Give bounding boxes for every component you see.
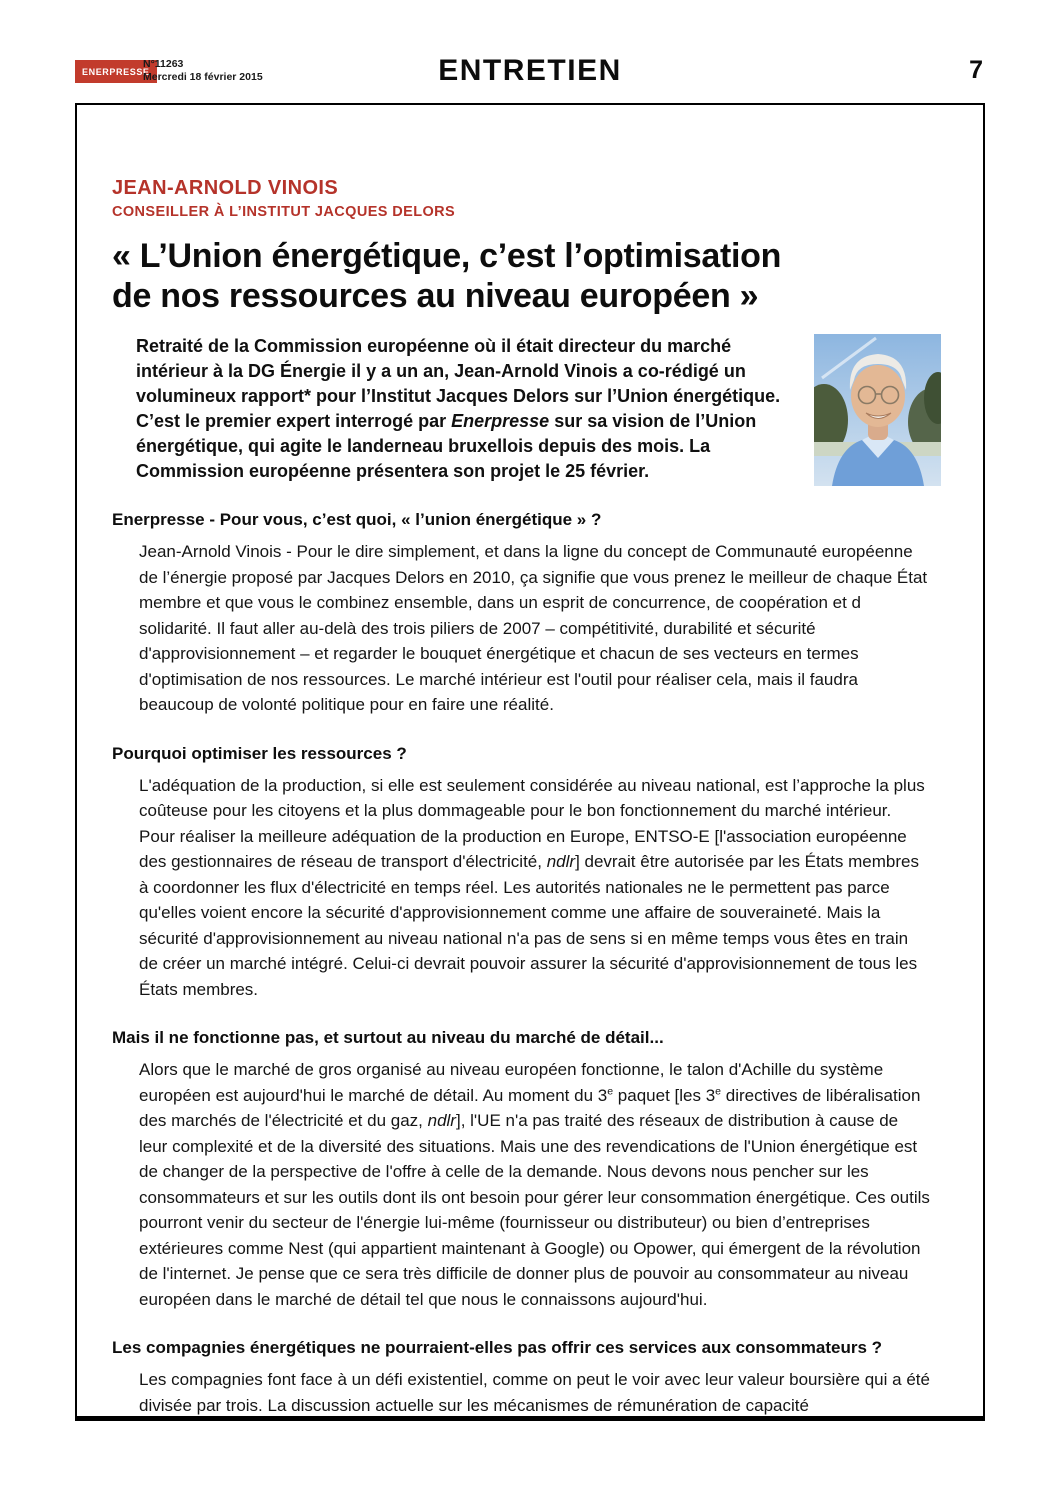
interview-answer: L'adéquation de la production, si elle est seulement considérée au niveau national, est l’approche la plus coûteuse pour les citoyens et la plus dommageable pour le bon fonctionnement du marché intérieur. Pour réaliser la meilleure adéquation de la production en Europe, ENTSO-E [l'association européenne des gestionnaires de réseau de transport d'électricité, ndlr] devrait être autorisée par les États membres à coordonner les flux d'électricité en temps réel. Les autorités nationales ne le permettent pas parce qu'elles voient encore la sécurité d'approvisionnement comme une affaire de souveraineté. Mais la sécurité d'approvisionnement au niveau national n'a pas de sens si en même temps vous êtes en train de créer un marché intégré. Celui-ci devrait pouvoir assurer la sécurité d'approvisionnement de tous les États membres. [139,775,925,999]
portrait-photo-illustration [814,334,941,486]
qa-block [112,1338,941,1418]
section-title: ENTRETIEN [438,54,622,87]
portrait-photo [814,334,941,486]
interview-answer: Alors que le marché de gros organisé au niveau européen fonctionne, le talon d'Achille du système européen est aujourd'hui le marché de détail. Au moment du 3e paquet [les 3e directives de libéralisation des marchés de l'électricité et du gaz, ndlr], l'UE n'a pas traité des réseaux de distribution à cause de leur complexité et de la diversité des situations. Mais une des revendications de l'Union énergétique est de changer de la perspective de l'offre à celle de la demande. Nous devons nous pencher sur les consommateurs et sur les outils dont ils ont besoin pour gérer leur consommation énergétique. Ces outils pourront venir du secteur de l'énergie lui-même (fournisseur ou distributeur) ou bien d’entreprises extérieures comme Nest (qui appartient maintenant à Google) ou Opower, qui émergent de la révolution de l'internet. Je pense que ce sera très difficile de donner plus de pouvoir au consommateur au niveau européen dans le marché de détail tel que nous le connaissons aujourd'hui. [139,1060,930,1309]
article-headline [112,236,941,316]
issue-date: Mercredi 18 février 2015 [143,71,263,83]
qa-block [112,1028,941,1312]
headline-line-2: de nos ressources au niveau européen » [112,277,759,315]
article-box [75,103,985,1421]
page-number: 7 [969,56,983,84]
interview-question: Les compagnies énergétiques ne pourraient-elles pas offrir ces services aux consommateurs ? [112,1338,883,1357]
interview-question: Pourquoi optimiser les ressources ? [112,743,407,763]
interviewee-role: CONSEILLER À L’INSTITUT JACQUES DELORS [112,204,456,220]
headline-line-1: « L’Union énergétique, c’est l’optimisation [112,237,782,275]
intro-row [136,334,941,486]
issue-info [143,58,263,84]
page-header [75,54,985,100]
interview-question: Enerpresse - Pour vous, c’est quoi, « l’union énergétique » ? [112,510,602,529]
enerpresse-logo: ENERPRESSE [75,60,157,83]
issue-number: N°11263 [143,58,184,70]
article-intro: Retraité de la Commission européenne où il était directeur du marché intérieur à la DG Énergie il y a un an, Jean-Arnold Vinois a co-rédigé un volumineux rapport* pour l’Institut Jacques Delors sur l’Union énergétique. C’est le premier expert interrogé par Enerpresse sur sa vision de l’Union énergétique, qui agite le landerneau bruxellois depuis des mois. La Commission européenne présentera son projet le 25 février. [136,336,781,481]
qa-block [112,510,941,718]
interviewee-name: JEAN-ARNOLD VINOIS [112,177,339,199]
qa-block [112,744,941,1003]
interview-question: Mais il ne fonctionne pas, et surtout au niveau du marché de détail... [112,1028,664,1047]
interview-answer: Les compagnies font face à un défi existentiel, comme on peut le voir avec leur valeur boursière qui a été divisée par trois. La discussion actuelle sur les mécanismes de rémunération de capacité [139,1370,930,1415]
interview-answer: Jean-Arnold Vinois - Pour le dire simplement, et dans la ligne du concept de Communauté européenne de l’énergie proposé par Jacques Delors en 2010, ça signifie que vous prenez le meilleur de chaque État membre et que vous le combinez ensemble, dans un esprit de concurrence, de coopération et d solidarité. Il faut aller au-delà des trois piliers de 2007 – compétitivité, durabilité et sécurité d'approvisionnement – et regarder le bouquet énergétique et chacun de ses vecteurs en termes d'optimisation de nos ressources. Le marché intérieur est l'outil pour réaliser cela, mais il faudra beaucoup de volonté politique pour en faire une réalité. [139,542,928,714]
